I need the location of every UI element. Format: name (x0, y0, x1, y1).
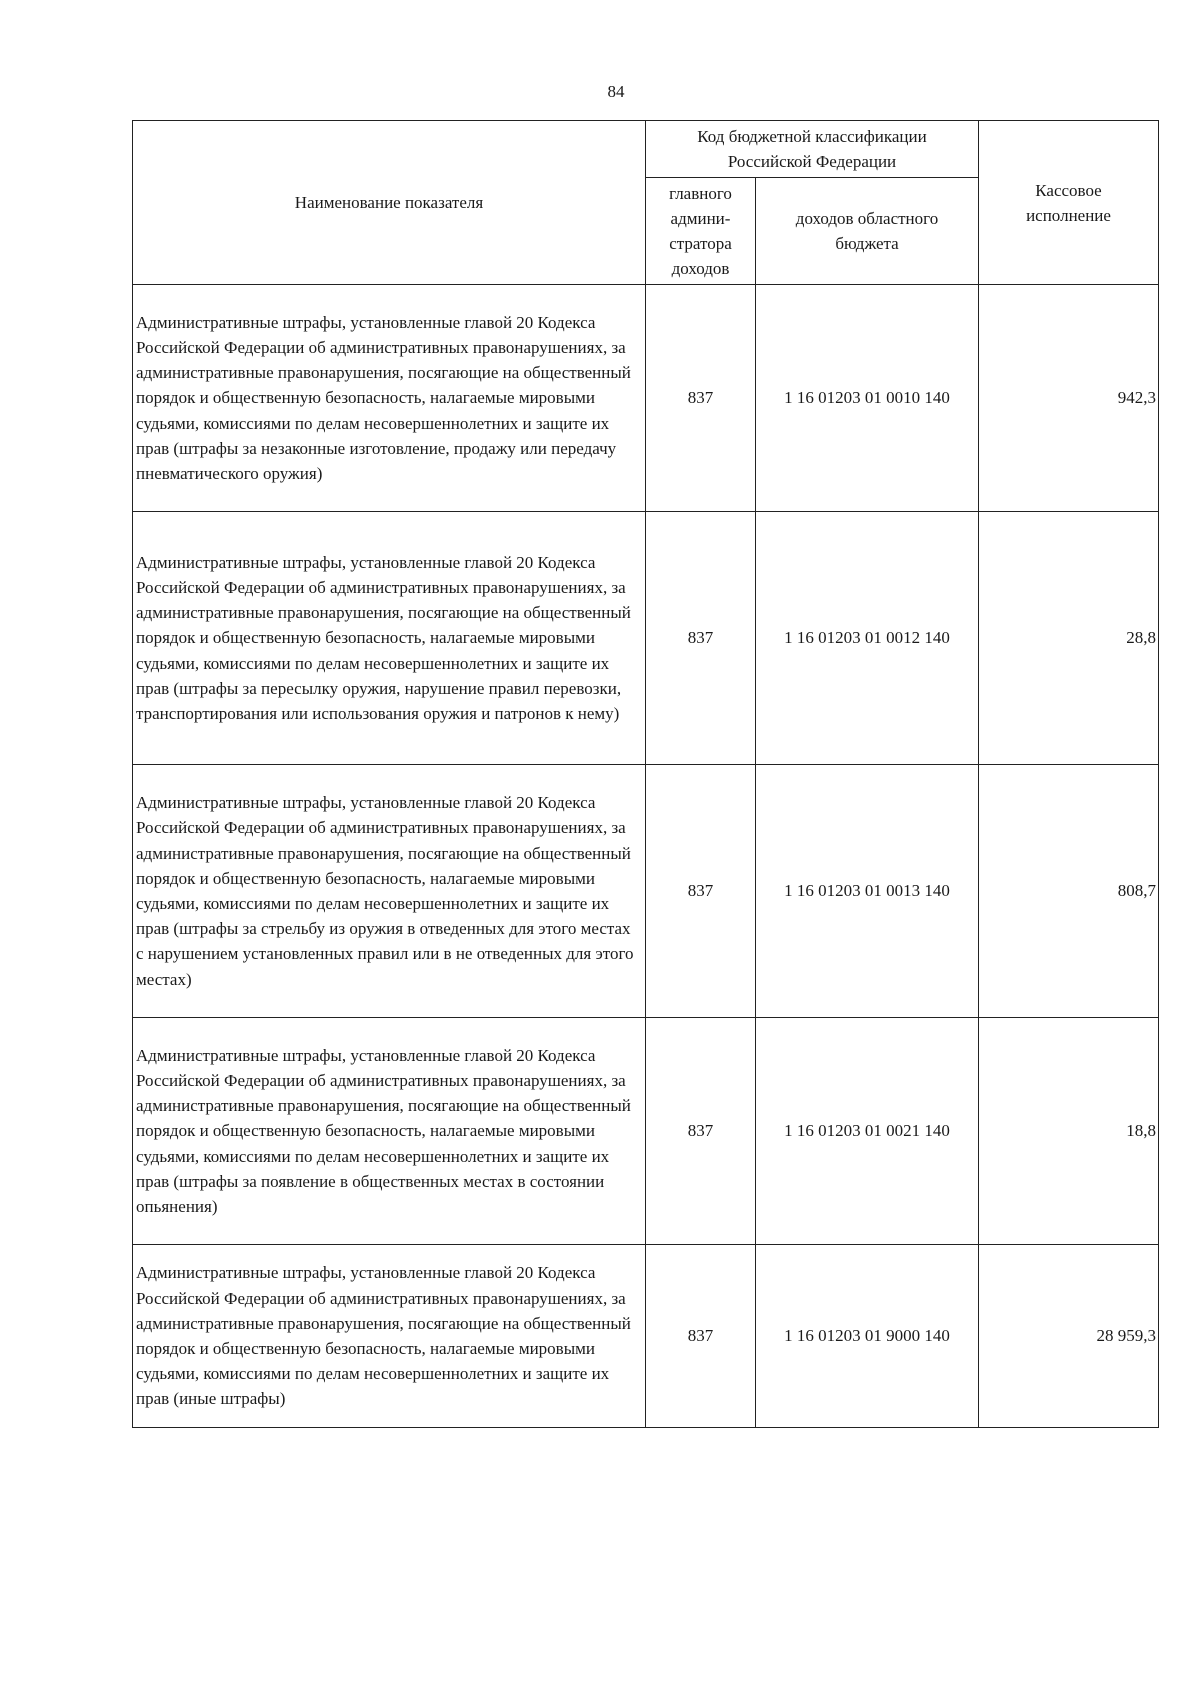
row-indicator-name: Административные штрафы, установленные главой 20 Кодекса Российской Федерации об административных правонарушениях, за административные правонарушения, посягающие на общественный порядок и общественную безопасность, налагаемые мировыми судьями, комиссиями по делам несовершеннолетних и защите их прав (иные штрафы) (133, 1245, 646, 1428)
budget-revenue-table (132, 120, 1159, 1428)
row-income-code: 1 16 01203 01 0013 140 (756, 765, 979, 1018)
row-amount: 942,3 (979, 285, 1159, 512)
row-income-code: 1 16 01203 01 9000 140 (756, 1245, 979, 1428)
header-name-label: Наименование показателя (294, 193, 484, 212)
row-amount: 28,8 (979, 512, 1159, 765)
page-number: 84 (607, 82, 625, 101)
row-admin-code: 837 (646, 1245, 756, 1428)
header-execution (979, 121, 1159, 285)
row-indicator-name: Административные штрафы, установленные главой 20 Кодекса Российской Федерации об административных правонарушениях, за административные правонарушения, посягающие на общественный порядок и общественную безопасность, налагаемые мировыми судьями, комиссиями по делам несовершеннолетних и защите их прав (штрафы за стрельбу из оружия в отведенных для этого местах с нарушением установленных правил или в не отведенных для этого местах) (133, 765, 646, 1018)
header-code-group-label: Код бюджетной классификации Российской Федерации (697, 127, 927, 171)
table-row (133, 1245, 1159, 1428)
row-admin-code: 837 (646, 765, 756, 1018)
header-code-group (646, 121, 979, 178)
row-income-code: 1 16 01203 01 0021 140 (756, 1018, 979, 1245)
row-indicator-name: Административные штрафы, установленные главой 20 Кодекса Российской Федерации об административных правонарушениях, за административные правонарушения, посягающие на общественный порядок и общественную безопасность, налагаемые мировыми судьями, комиссиями по делам несовершеннолетних и защите их прав (штрафы за пересылку оружия, нарушение правил перевозки, транспортирования или использования оружия и патронов к нему) (133, 512, 646, 765)
header-admin-label: главного админи- стратора доходов (669, 184, 732, 278)
header-income-label: доходов областного бюджета (795, 209, 939, 253)
row-admin-code: 837 (646, 1018, 756, 1245)
row-admin-code: 837 (646, 512, 756, 765)
row-admin-code: 837 (646, 285, 756, 512)
header-execution-label: Кассовое исполнение (1026, 180, 1111, 225)
row-income-code: 1 16 01203 01 0012 140 (756, 512, 979, 765)
row-indicator-name: Административные штрафы, установленные главой 20 Кодекса Российской Федерации об административных правонарушениях, за административные правонарушения, посягающие на общественный порядок и общественную безопасность, налагаемые мировыми судьями, комиссиями по делам несовершеннолетних и защите их прав (штрафы за незаконные изготовление, продажу или передачу пневматического оружия) (133, 285, 646, 512)
header-admin (646, 178, 756, 285)
row-income-code: 1 16 01203 01 0010 140 (756, 285, 979, 512)
table-row (133, 1018, 1159, 1245)
table-row (133, 765, 1159, 1018)
table-row (133, 512, 1159, 765)
row-amount: 18,8 (979, 1018, 1159, 1245)
header-income (756, 178, 979, 285)
row-indicator-name: Административные штрафы, установленные главой 20 Кодекса Российской Федерации об административных правонарушениях, за административные правонарушения, посягающие на общественный порядок и общественную безопасность, налагаемые мировыми судьями, комиссиями по делам несовершеннолетних и защите их прав (штрафы за появление в общественных местах в состоянии опьянения) (133, 1018, 646, 1245)
row-amount: 808,7 (979, 765, 1159, 1018)
row-amount: 28 959,3 (979, 1245, 1159, 1428)
header-row-1 (133, 121, 1159, 178)
table-row (133, 285, 1159, 512)
header-name (133, 121, 646, 285)
